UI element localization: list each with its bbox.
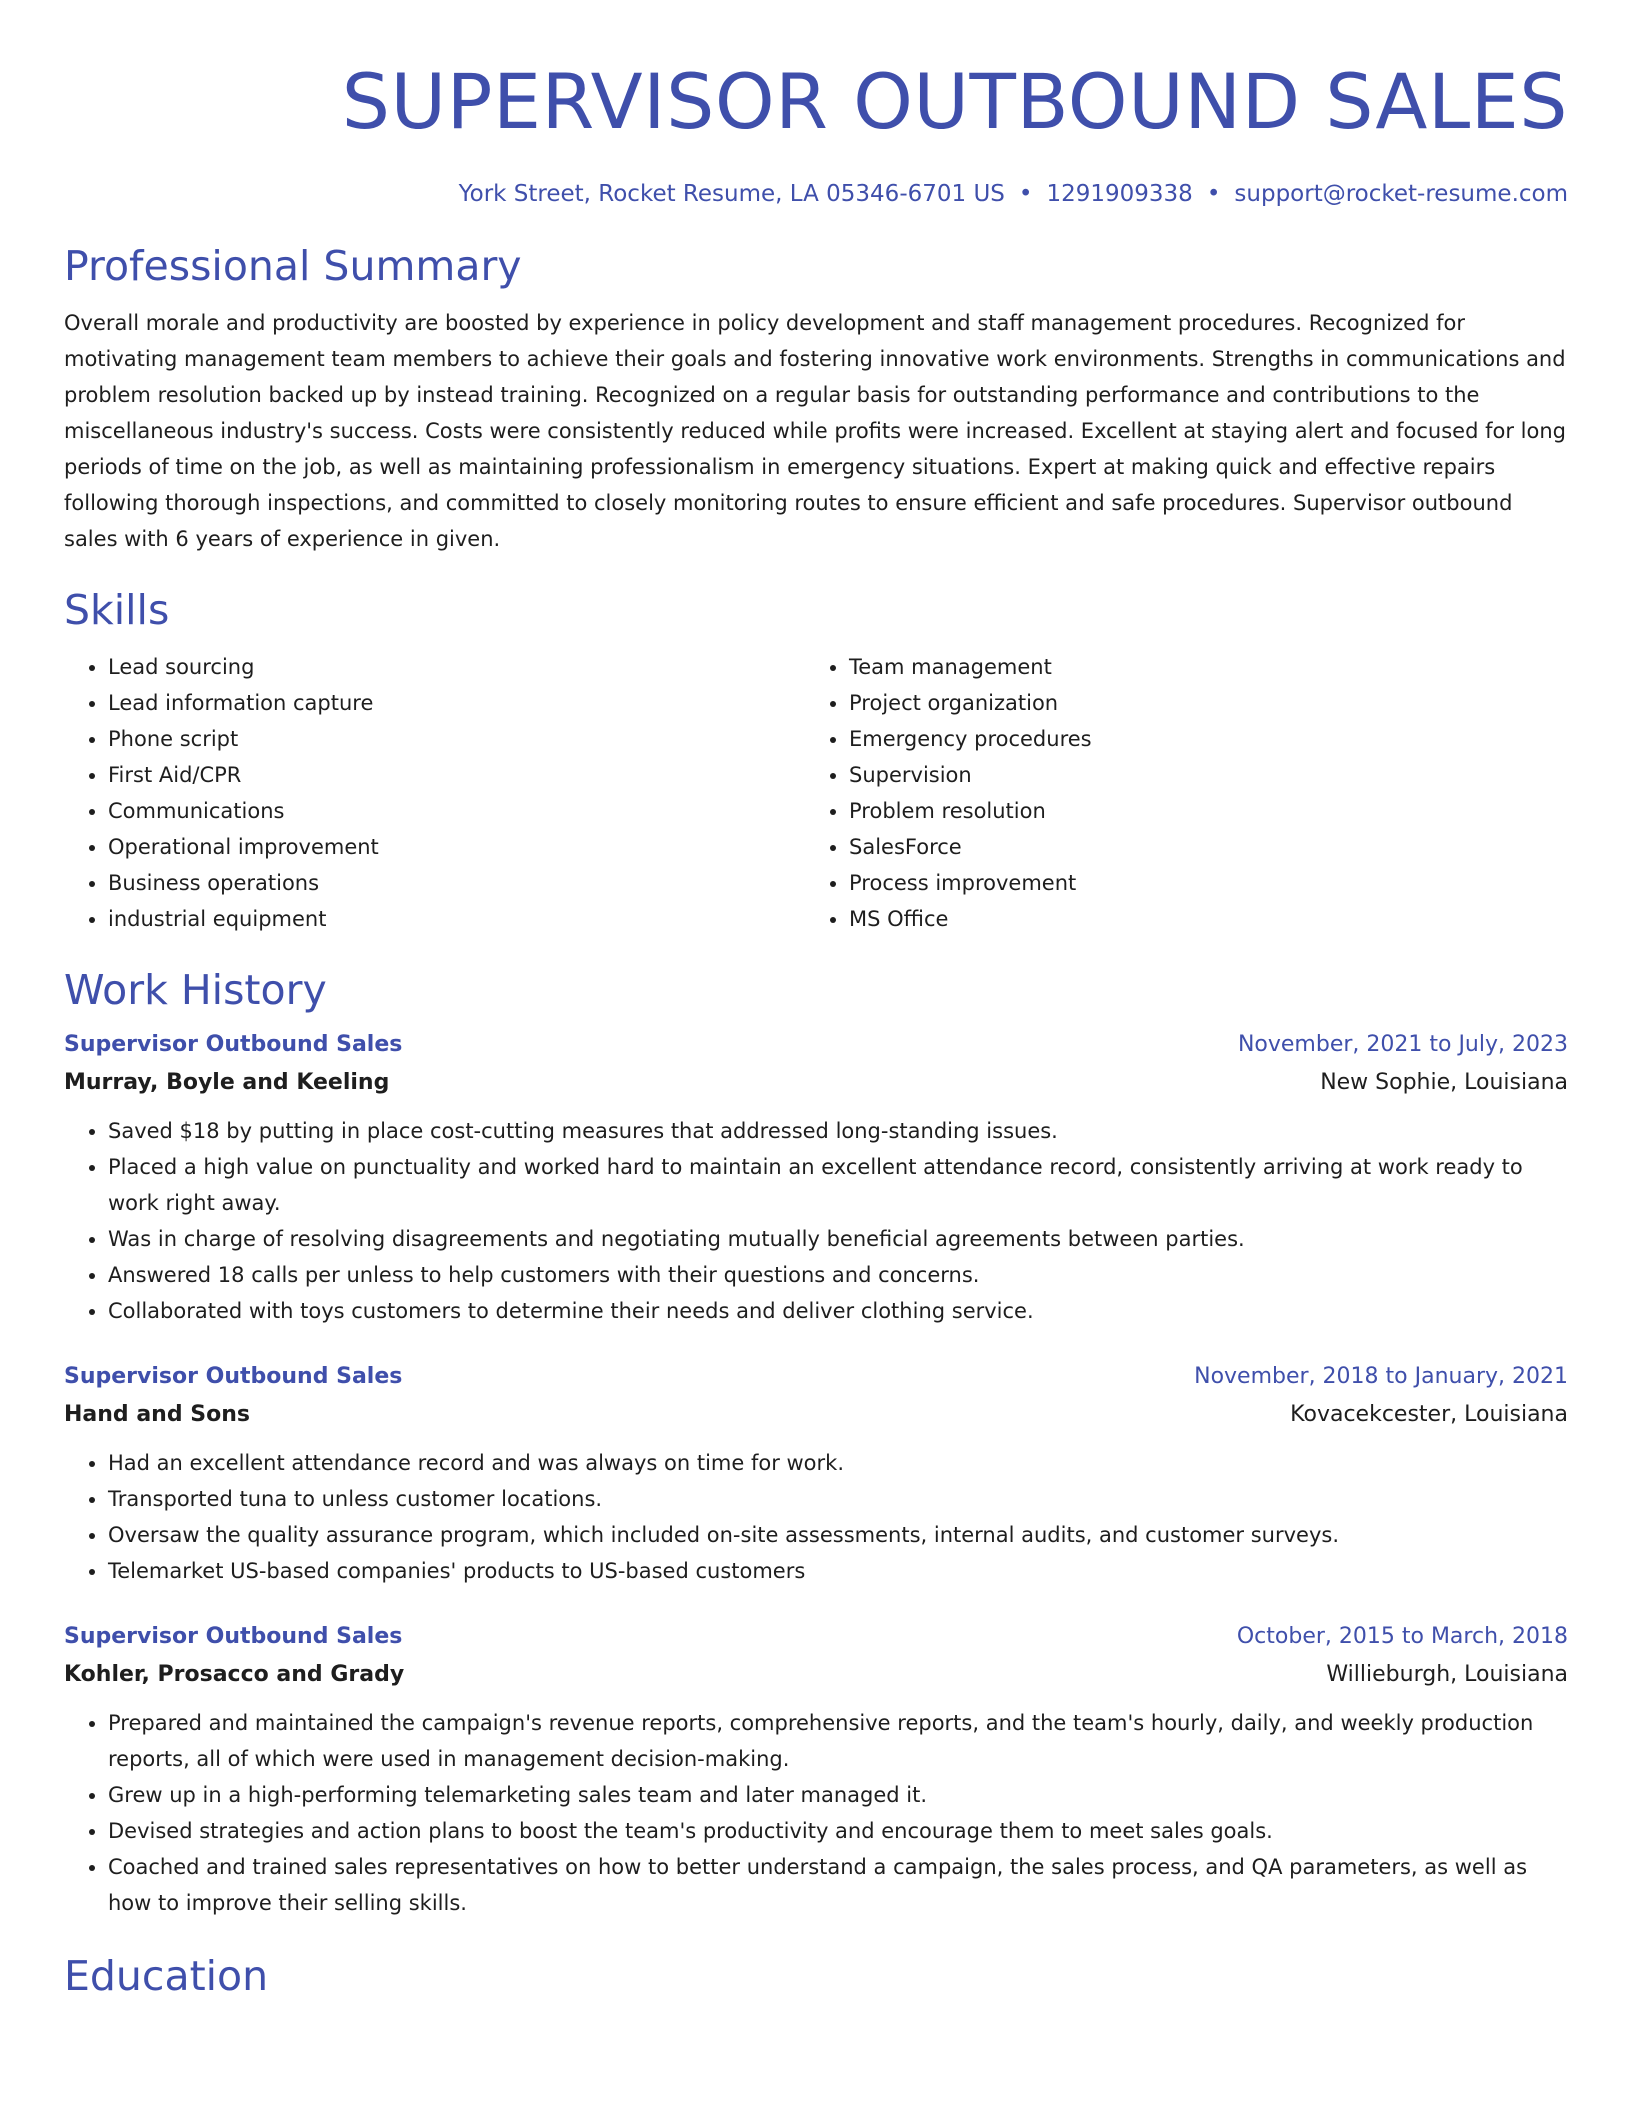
- job-bullet: • Telemarket US-based companies' products to US-based customers: [108, 1553, 1568, 1589]
- skill-item: • Communications: [108, 793, 805, 829]
- skill-item: • Phone script: [108, 721, 805, 757]
- job-subheader: [64, 1063, 1568, 1103]
- skill-item: • Project organization: [849, 685, 1546, 721]
- job-bullet: • Saved $18 by putting in place cost-cutting measures that addressed long-standing issues.: [108, 1113, 1568, 1149]
- skill-item: • Problem resolution: [849, 793, 1546, 829]
- job-subheader: [64, 1655, 1568, 1695]
- job-bullets: [64, 1445, 1568, 1589]
- job-bullet: • Oversaw the quality assurance program, which included on-site assessments, internal audits, and customer surveys.: [108, 1517, 1568, 1553]
- skill-item: • First Aid/CPR: [108, 757, 805, 793]
- job-bullets: [64, 1113, 1568, 1329]
- skill-item: • Supervision: [849, 757, 1546, 793]
- section-title-summary: Professional Summary: [64, 242, 522, 290]
- job-header: [64, 1359, 1568, 1395]
- section-title-skills: Skills: [64, 586, 170, 634]
- job-bullet: • Transported tuna to unless customer locations.: [108, 1481, 1568, 1517]
- skill-item: • Business operations: [108, 865, 805, 901]
- contact-line: [64, 179, 1568, 209]
- skills-column-right: [805, 649, 1546, 937]
- contact-email[interactable]: support@rocket-resume.com: [1234, 181, 1568, 207]
- contact-separator: •: [1206, 181, 1221, 207]
- job-bullets: [64, 1705, 1568, 1921]
- job-bullet: • Answered 18 calls per unless to help customers with their questions and concerns.: [108, 1257, 1568, 1293]
- skill-item: • industrial equipment: [108, 901, 805, 937]
- job-entry: [64, 1359, 1568, 1589]
- skill-item: • Lead sourcing: [108, 649, 805, 685]
- job-title: Supervisor Outbound Sales: [64, 1624, 403, 1649]
- job-bullet: • Had an excellent attendance record and was always on time for work.: [108, 1445, 1568, 1481]
- job-company: Hand and Sons: [64, 1402, 250, 1427]
- resume-name: SUPERVISOR OUTBOUND SALES: [341, 57, 1568, 146]
- job-bullet: • Devised strategies and action plans to boost the team's productivity and encourage them to meet sales goals.: [108, 1813, 1568, 1849]
- job-location: Kovacekcester, Louisiana: [1290, 1402, 1568, 1427]
- job-bullet: • Collaborated with toys customers to determine their needs and deliver clothing service.: [108, 1293, 1568, 1329]
- job-bullet: • Coached and trained sales representatives on how to better understand a campaign, the sales process, and QA parameters, as well as how to improve their selling skills.: [108, 1849, 1568, 1921]
- job-dates: November, 2018 to January, 2021: [1194, 1364, 1568, 1389]
- job-bullet: • Placed a high value on punctuality and worked hard to maintain an excellent attendance record, consistently arriving at work ready to work right away.: [108, 1149, 1568, 1221]
- skill-item: • MS Office: [849, 901, 1546, 937]
- job-dates: November, 2021 to July, 2023: [1237, 1032, 1568, 1057]
- job-company: Kohler, Prosacco and Grady: [64, 1662, 405, 1687]
- job-header: [64, 1027, 1568, 1063]
- job-header: [64, 1619, 1568, 1655]
- job-bullet: • Was in charge of resolving disagreements and negotiating mutually beneficial agreements between parties.: [108, 1221, 1568, 1257]
- skills-list: [64, 649, 1568, 937]
- skill-item: • Process improvement: [849, 865, 1546, 901]
- job-entry: [64, 1027, 1568, 1329]
- job-entry: [64, 1619, 1568, 1921]
- skill-item: • Lead information capture: [108, 685, 805, 721]
- skills-column-left: [64, 649, 805, 937]
- job-title: Supervisor Outbound Sales: [64, 1364, 403, 1389]
- job-dates: October, 2015 to March, 2018: [1236, 1624, 1568, 1649]
- summary-text: Overall morale and productivity are boosted by experience in policy development and staff management procedures. Recognized for motivating management team members to achieve their goals and fostering innovative work environments. Strengths in communications and problem resolution backed up by instead training. Recognized on a regular basis for outstanding performance and contributions to the miscellaneous industry's success. Costs were consistently reduced while profits were increased. Excellent at staying alert and focused for long periods of time on the job, as well as maintaining professionalism in emergency situations. Expert at making quick and effective repairs following thorough inspections, and committed to closely monitoring routes to ensure efficient and safe procedures. Supervisor outbound sales with 6 years of experience in given.: [64, 311, 1566, 551]
- job-location: New Sophie, Louisiana: [1320, 1070, 1568, 1095]
- job-location: Willieburgh, Louisiana: [1326, 1662, 1568, 1687]
- skill-item: • Operational improvement: [108, 829, 805, 865]
- job-bullet: • Grew up in a high-performing telemarketing sales team and later managed it.: [108, 1777, 1568, 1813]
- contact-phone: 1291909338: [1046, 181, 1193, 207]
- skill-item: • SalesForce: [849, 829, 1546, 865]
- skill-item: • Team management: [849, 649, 1546, 685]
- job-company: Murray, Boyle and Keeling: [64, 1070, 390, 1095]
- section-title-work-history: Work History: [64, 966, 327, 1014]
- skill-item: • Emergency procedures: [849, 721, 1546, 757]
- contact-address: York Street, Rocket Resume, LA 05346-6701 US: [458, 181, 1005, 207]
- job-bullet: • Prepared and maintained the campaign's revenue reports, comprehensive reports, and the team's hourly, daily, and weekly production reports, all of which were used in management decision-making.: [108, 1705, 1568, 1777]
- job-title: Supervisor Outbound Sales: [64, 1032, 403, 1057]
- contact-separator: •: [1018, 181, 1033, 207]
- section-title-education: Education: [64, 1952, 269, 2000]
- job-subheader: [64, 1395, 1568, 1435]
